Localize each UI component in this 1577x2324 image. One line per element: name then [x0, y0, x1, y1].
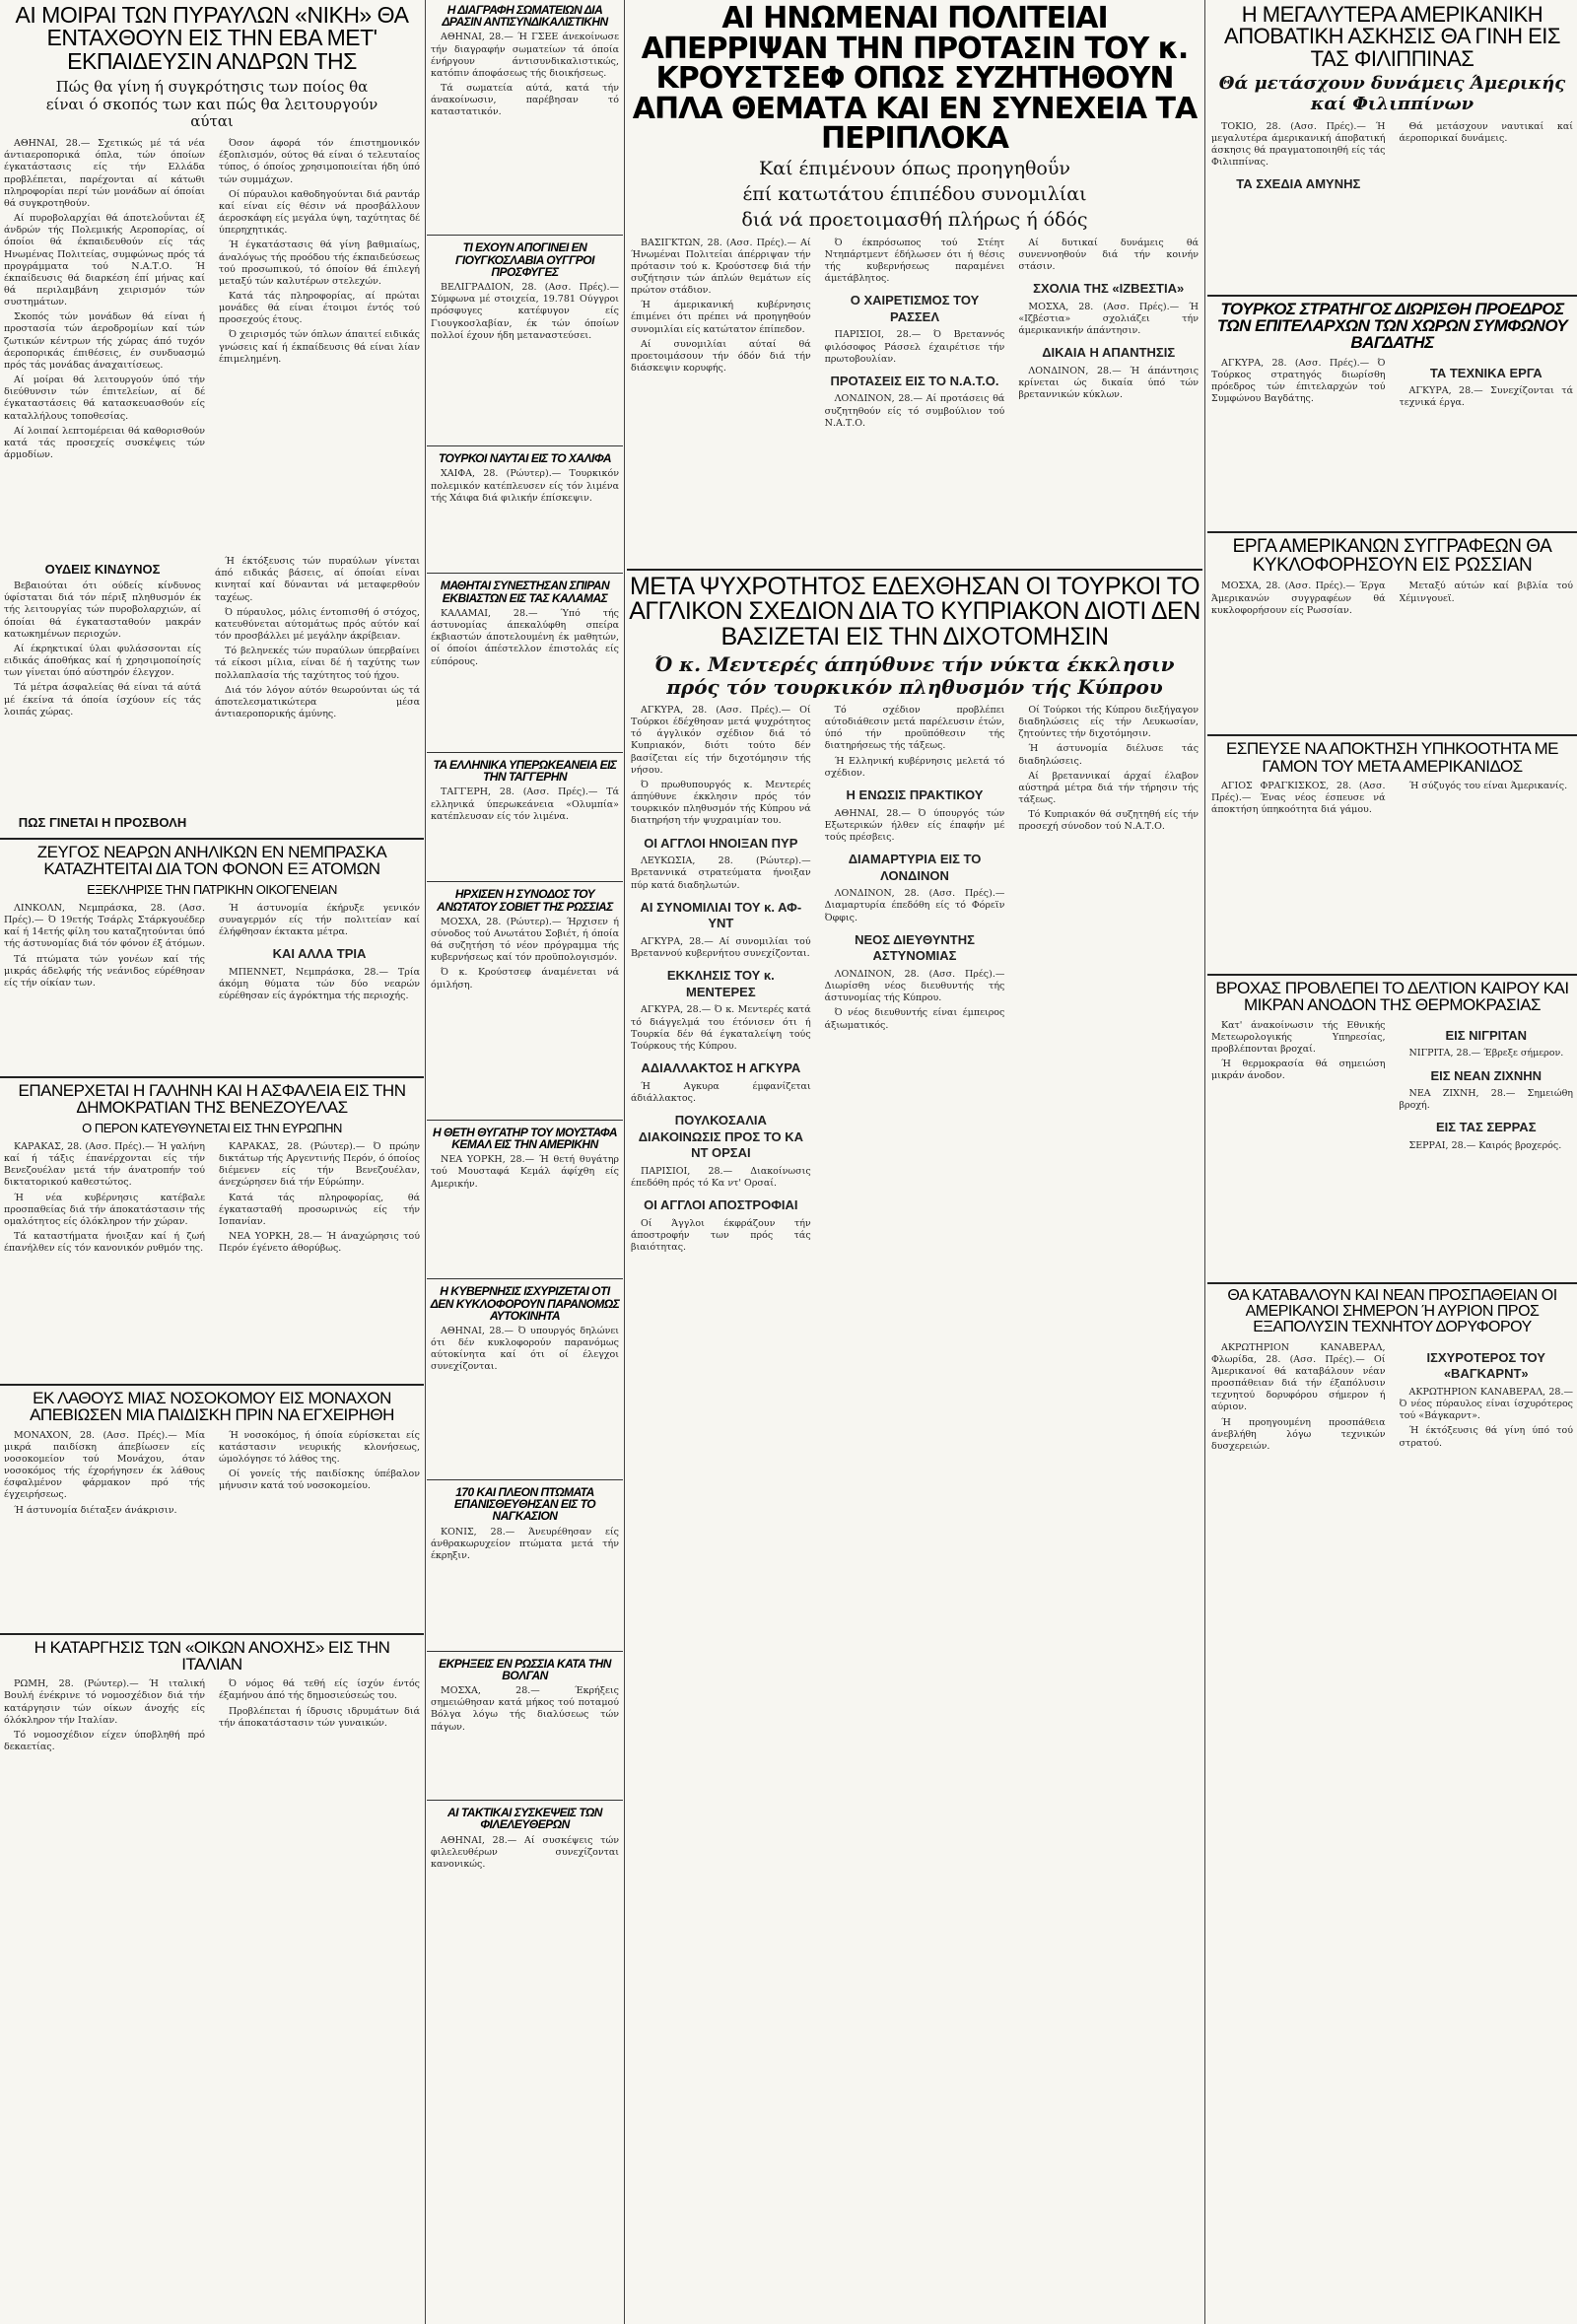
- article-text: Ό έκπρόσωπος τού Στέητ Ντηπάρτμεντ έδήλωσεν ότι ή θέσις τής κυβερνήσεως παραμένει άμετάβλητος. Ο ΧΑΙΡΕΤΙΣΜΟΣ ΤΟΥ ΡΑΣΣΕΛ ΠΑΡΙΣΙΟΙ, 28.— Ό Βρεταννός φιλόσοφος Ράσσελ έχαιρέτισε τήν πρωτοβουλίαν. ΠΡΟΤΑΣΕΙΣ ΕΙΣ ΤΟ Ν.Α.Τ.Ο. ΛΟΝΔΙΝΟΝ, 28.— Αί προτάσεις θά συζητηθούν είς τό συμβούλιον τού Ν.Α.Τ.Ο.: [824, 237, 1005, 429]
- divider: [427, 881, 623, 882]
- article-american-writers: [1207, 537, 1577, 737]
- article-philippines: [1207, 4, 1577, 297]
- headline: ΕΚ ΛΑΘΟΥΣ ΜΙΑΣ ΝΟΣΟΚΟΜΟΥ ΕΙΣ ΜΟΝΑΧΟΝ ΑΠΕΒΙΩΣΕΝ ΜΙΑ ΠΑΙΔΙΣΚΗ ΠΡΙΝ ΝΑ ΕΓΧΕΙΡΗΘΗ: [30, 1388, 394, 1425]
- subheading: ΔΙΚΑΙΑ Η ΑΠΑΝΤΗΣΙΣ: [1042, 345, 1176, 361]
- article-text: ΚΑΛΑΜΑΙ, 28.— Ύπό τής άστυνομίας άπεκαλύφθη σπείρα έκβιαστών άποτελουμένη έκ μαθητών, οί όποίοι άπέστελλον έπιστολάς είς εύπόρους.: [431, 607, 619, 667]
- subheading: ΑΔΙΑΛΛΑΚΤΟΣ Η ΑΓΚΥΡΑ: [641, 1060, 801, 1076]
- article-text: ΜΟΣΧΑ, 28. (Ασσ. Πρές).— Έργα Άμερικανών συγγραφέων θά κυκλοφορήσουν είς Ρωσσίαν.: [1211, 581, 1386, 616]
- divider: [427, 573, 623, 574]
- article-krouschev: [627, 1, 1202, 571]
- article-venezuela: [0, 1082, 424, 1386]
- article-nike-missiles: [0, 4, 424, 840]
- headline: 170 ΚΑΙ ΠΛΕΟΝ ΠΤΩΜΑΤΑ ΕΠΑΝΙΣΘΕΥΘΗΣΑΝ ΕΙΣ ΤΟ ΝΑΓΚΑΣΙΟΝ: [453, 1484, 596, 1524]
- article-text: ΜΟΝΑΧΟΝ, 28. (Ασσ. Πρές).— Μία μικρά παιδίσκη άπεβίωσεν είς νοσοκομείον τού Μονάχου, όταν νοσοκόμος τής έχορήγησεν έκ λάθους έσφαλμένον φάρμακον πρό τής έγχειρήσεως. Ή άστυνομία διέταξεν άνάκρισιν.: [4, 1429, 205, 1516]
- subheading: ΝΕΟΣ ΔΙΕΥΘΥΝΤΗΣ ΑΣΤΥΝΟΜΙΑΣ: [855, 931, 975, 964]
- deck: Πώς θα γίνη ή συγκρότησις των ποίος θα είναι ό σκοπός των και πώς θα λειτουργούν αύται: [45, 78, 378, 130]
- article-text: Τό σχέδιον προβλέπει αύτοδιάθεσιν μετά παρέλευσιν έτών, ύπό τήν προϋπόθεσιν τής διατηρήσεως τής τάξεως. Ή Ελληνική κυβέρνησις μελετά τό σχέδιον. Η ΕΝΩΣΙΣ ΠΡΑΚΤΙΚΟΥ ΑΘΗΝΑΙ, 28.— Ό ύπουργός τών Εξωτερικών ήλθεν είς έπαφήν μέ τούς πρέσβεις. ΔΙΑΜΑΡΤΥΡΙΑ ΕΙΣ ΤΟ ΛΟΝΔΙΝΟΝ ΛΟΝΔΙΝΟΝ, 28. (Ασσ. Πρές).— Διαμαρτυρία έπεδόθη είς τό Φόρεϊν Όφφις. ΝΕΟΣ ΔΙΕΥΘΥΝΤΗΣ ΑΣΤΥΝΟΜΙΑΣ ΛΟΝΔΙΝΟΝ, 28. (Ασσ. Πρές).— Διωρίσθη νέος διευθυντής τής άστυνομίας τής Κύπρου. Ό νέος διευθυντής είναι έμπειρος άξιωματικός.: [824, 705, 1005, 1031]
- article-text: ΑΚΡΩΤΗΡΙΟΝ ΚΑΝΑΒΕΡΑΛ, Φλωρίδα, 28. (Ασσ. Πρές).— Οί Άμερικανοί θά καταβάλουν νέαν προσπάθειαν διά τήν έξαπόλυσιν τεχνητού δορυφόρου σήμερον ή αύριον. Ή προηγουμένη προσπάθεια άνεβλήθη λόγω τεχνικών δυσχερειών.: [1211, 1341, 1386, 1452]
- article-italy: [0, 1639, 424, 1879]
- subheading: ΙΣΧΥΡΟΤΕΡΟΣ ΤΟΥ «ΒΑΓΚΑΡΝΤ»: [1426, 1349, 1545, 1382]
- divider: [427, 1800, 623, 1801]
- subheading: ΚΑΙ ΑΛΛΑ ΤΡΙΑ: [272, 946, 367, 962]
- article-text: ΑΓΚΥΡΑ, 28. (Ασσ. Πρές).— Ό Τούρκος στρατηγός διωρίσθη πρόεδρος τών έπιτελαρχών τού Συμφώνου Βαγδάτης.: [1211, 357, 1386, 405]
- deck: Καί έπιμένουν όπως προηγηθοΰν: [759, 157, 1070, 179]
- headline: ΑΙ ΤΑΚΤΙΚΑΙ ΣΥΣΚΕΨΕΙΣ ΤΩΝ ΦΙΛΕΛΕΥΘΕΡΩΝ: [447, 1806, 602, 1832]
- article-text: ΑΘΗΝΑΙ, 28.— Ή ΓΣΕΕ άνεκοίνωσε τήν διαγραφήν σωματείων τά όποία ένήργουν άντισυνδικαλιστικώς, κατόπιν άποφάσεως τής διοικήσεως. Τά σωματεία αύτά, κατά τήν άνακοίνωσιν, παρέβησαν τό καταστατικόν.: [431, 32, 619, 118]
- deck: διά νά προετοιμασθή πλήρως ή όδός: [741, 208, 1088, 231]
- subheading: ΕΚΚΛΗΣΙΣ ΤΟΥ κ. ΜΕΝΤΕΡΕΣ: [666, 968, 775, 999]
- headline: ΤΟΥΡΚΟΙ ΝΑΥΤΑΙ ΕΙΣ ΤΟ ΧΑΛΙΦΑ: [438, 451, 612, 466]
- article-text: Κατ' άνακοίνωσιν τής Εθνικής Μετεωρολογικής Υπηρεσίας, προβλέπονται βροχαί. Ή θερμοκρασία θά σημειώση μικράν άνοδον.: [1211, 1019, 1386, 1082]
- headline: Η ΚΑΤΑΡΓΗΣΙΣ ΤΩΝ «ΟΙΚΩΝ ΑΝΟΧΗΣ» ΕΙΣ ΤΗΝ ΙΤΑΛΙΑΝ: [34, 1637, 390, 1674]
- headline: ΕΚΡΗΞΕΙΣ ΕΝ ΡΩΣΣΙΑ ΚΑΤΑ ΤΗΝ ΒΟΛΓΑΝ: [439, 1656, 611, 1682]
- divider: [427, 1120, 623, 1121]
- article-text: ΒΑΣΙΓΚΤΩΝ, 28. (Ασσ. Πρές).— Αί Ήνωμέναι Πολιτείαι άπέρριψαν τήν πρότασιν τού κ. Κρούστσεφ διά τήν συζήτησιν τών άπλών θεμάτων είς πρώτον στάδιον. Ή άμερικανική κυβέρνησις έπιμένει ότι πρέπει νά προηγηθούν συνομιλίαι είς κατώτατον έπίπεδον. Αί συνομιλίαι αύταί θά προετοιμάσουν τήν όδόν διά τήν διάσκεψιν κορυφής.: [631, 237, 811, 375]
- article-text: ΑΘΗΝΑΙ, 28.— Ό υπουργός δηλώνει ότι δέν κυκλοφορούν παρανόμως αύτοκίνητα καί ότι οί έλεγχοι συνεχίζονται.: [431, 1325, 619, 1373]
- divider: [427, 1278, 623, 1279]
- article-text: ΙΣΧΥΡΟΤΕΡΟΣ ΤΟΥ «ΒΑΓΚΑΡΝΤ» ΑΚΡΩΤΗΡΙΟΝ ΚΑΝΑΒΕΡΑΛ, 28.— Ό νέος πύραυλος είναι ίσχυρότερος τού «Βάγκαρντ». Ή έκτόξευσις θά γίνη ύπό τού στρατού.: [1399, 1349, 1573, 1449]
- headline: ΒΡΟΧΑΣ ΠΡΟΒΛΕΠΕΙ ΤΟ ΔΕΛΤΙΟΝ ΚΑΙΡΟΥ ΚΑΙ ΜΙΚΡΑΝ ΑΝΟΔΟΝ ΤΗΣ ΘΕΡΜΟΚΡΑΣΙΑΣ: [1215, 979, 1569, 1015]
- subheading: ΠΡΟΤΑΣΕΙΣ ΕΙΣ ΤΟ Ν.Α.Τ.Ο.: [830, 373, 999, 388]
- subheading: ΟΙ ΑΓΓΛΟΙ ΗΝΟΙΞΑΝ ΠΥΡ: [644, 835, 798, 851]
- article-text: ΤΟΚΙΟ, 28. (Ασσ. Πρές).— Ή μεγαλυτέρα άμερικανική άποβατική άσκησις θά πραγματοποιηθή είς τάς Φιλιππίνας. ΤΑ ΣΧΕΔΙΑ ΑΜΥΝΗΣ: [1211, 120, 1386, 192]
- headline: ΤΑ ΕΛΛΗΝΙΚΑ ΥΠΕΡΩΚΕΑΝΕΙΑ ΕΙΣ ΤΗΝ ΤΑΓΓΕΡΗΝ: [433, 757, 617, 785]
- headline: ΕΡΓΑ ΑΜΕΡΙΚΑΝΩΝ ΣΥΓΓΡΑΦΕΩΝ ΘΑ ΚΥΚΛΟΦΟΡΗΣΟΥΝ ΕΙΣ ΡΩΣΣΙΑΝ: [1232, 535, 1552, 577]
- article-text: Θά μετάσχουν ναυτικαί καί άεροπορικαί δυνάμεις.: [1399, 120, 1573, 144]
- article-text: Αί δυτικαί δυνάμεις θά συνεννοηθούν διά τήν κοινήν στάσιν. ΣΧΟΛΙΑ ΤΗΣ «ΙΖΒΕΣΤΙΑ» ΜΟΣΧΑ, 28. (Ασσ. Πρές).— Ή «Ιζβέστια» σχολιάζει τήν άμερικανικήν άπάντησιν. ΔΙΚΑΙΑ Η ΑΠΑΝΤΗΣΙΣ ΛΟΝΔΙΝΟΝ, 28.— Ή άπάντησις κρίνεται ώς δικαία ύπό τών βρεταννικών κύκλων.: [1018, 237, 1200, 400]
- deck: έπί κατωτάτου έπιπέδου συνομιλίαι: [742, 182, 1087, 205]
- article-text: Βεβαιούται ότι ούδείς κίνδυνος ύφίσταται διά τόν πέριξ πληθυσμόν έκ τής λειτουργίας τών πυροβολαρχιών, αί όποίαι θά έγκατασταθούν μακράν κατωκημένων περιοχών. Αί έκρηκτικαί ύλαι φυλάσσονται είς ειδικάς άποθήκας καί ή χρησιμοποίησίς των γίνεται ύπό αύστηρόν έλεγχον. Τά μέτρα άσφαλείας θά είναι τά αύτά μέ έκείνα τά όποία ίσχύουν είς τάς λοιπάς χώρας.: [4, 581, 201, 718]
- article-text: ΚΑΡΑΚΑΣ, 28. (Ρώυτερ).— Ό πρώην δικτάτωρ τής Αργεντινής Περόν, ό όποίος διέμενεν είς τήν Βενεζουέλαν, άνεχώρησεν διά τήν Εύρώπην. Κατά τάς πληροφορίας, θά έγκατασταθή προσωρινώς είς τήν Ισπανίαν. ΝΕΑ ΥΟΡΚΗ, 28.— Ή άναχώρησις τού Περόν έγένετο άθορύβως.: [219, 1140, 420, 1255]
- deck: Ο ΠΕΡΟΝ ΚΑΤΕΥΘΥΝΕΤΑΙ ΕΙΣ ΤΗΝ ΕΥΡΩΠΗΝ: [82, 1120, 342, 1135]
- divider: [427, 1651, 623, 1652]
- headline: ΕΣΠΕΥΣΕ ΝΑ ΑΠΟΚΤΗΣΗ ΥΠΗΚΟΟΤΗΤΑ ΜΕ ΓΑΜΟΝ ΤΟΥ ΜΕΤΑ ΑΜΕΡΙΚΑΝΙΔΟΣ: [1226, 739, 1558, 776]
- subheading: ΕΙΣ ΝΙΓΡΙΤΑΝ: [1445, 1027, 1528, 1043]
- article-text: ΑΓΚΥΡΑ, 28. (Ασσ. Πρές).— Οί Τούρκοι έδέχθησαν μετά ψυχρότητος τό άγγλικόν σχέδιον διά τό Κυπριακόν, διότι τούτο δέν βασίζεται είς τήν διχοτόμησιν τής νήσου. Ό πρωθυπουργός κ. Μεντερές άπηύθυνε έκκλησιν πρός τόν τουρκικόν πληθυσμόν τής Κύπρου νά διατηρήση τήν ψυχραιμίαν του. ΟΙ ΑΓΓΛΟΙ ΗΝΟΙΞΑΝ ΠΥΡ ΛΕΥΚΩΣΙΑ, 28. (Ρώυτερ).— Βρεταννικά στρατεύματα ήνοιξαν πύρ κατά διαδηλωτών. ΑΙ ΣΥΝΟΜΙΛΙΑΙ ΤΟΥ κ. ΑΦ-ΥΝΤ ΑΓΚΥΡΑ, 28.— Αί συνομιλίαι τού Βρεταννού κυβερνήτου συνεχίζονται. ΕΚΚΛΗΣΙΣ ΤΟΥ κ. ΜΕΝΤΕΡΕΣ ΑΓΚΥΡΑ, 28.— Ό κ. Μεντερές κατά τό διάγγελμά του έτόνισεν ότι ή Τουρκία δέν θά έγκαταλείψη τούς Τούρκους τής Κύπρου. ΑΔΙΑΛΛΑΚΤΟΣ Η ΑΓΚΥΡΑ Ή Αγκυρα έμφανίζεται άδιάλλακτος. ΠΟΥΛΚΟΣΑΛΙΑ ΔΙΑΚΟΙΝΩΣΙΣ ΠΡΟΣ ΤΟ ΚΑ ΝΤ ΟΡΣΑΙ ΠΑΡΙΣΙΟΙ, 28.— Διακοίνωσις έπεδόθη πρός τό Κα ντ' Ορσαί. ΟΙ ΑΓΓΛΟΙ ΑΠΟΣΤΡΟΦΙΑΙ Οί Άγγλοι έκφράζουν τήν άποστροφήν των πρός τάς βιαιότητας.: [631, 705, 811, 1254]
- main-headline: ΑΙ ΗΝΩΜΕΝΑΙ ΠΟΛΙΤΕΙΑΙ ΑΠΕΡΡΙΨΑΝ ΤΗΝ ΠΡΟΤΑΣΙΝ ΤΟΥ κ. ΚΡΟΥΣΤΣΕΦ ΟΠΩΣ ΣΥΖΗΤΗΘΟΥΝ ΑΠΛΑ ΘΕΜΑΤΑ ΚΑΙ ΕΝ ΣΥΝΕΧΕΙΑ ΤΑ ΠΕΡΙΠΛΟΚΑ: [632, 1, 1198, 157]
- divider: [427, 445, 623, 446]
- center-column: [627, 0, 1202, 2324]
- article-text: Ή νοσοκόμος, ή όποία εύρίσκεται είς κατάστασιν νευρικής κλονήσεως, ώμολόγησε τό λάθος της. Οί γονείς τής παιδίσκης ύπέβαλον μήνυσιν κατά τού νοσοκομείου.: [219, 1429, 420, 1492]
- headline: ΕΠΑΝΕΡΧΕΤΑΙ Η ΓΑΛΗΝΗ ΚΑΙ Η ΑΣΦΑΛΕΙΑ ΕΙΣ ΤΗΝ ΔΗΜΟΚΡΑΤΙΑΝ ΤΗΣ ΒΕΝΕΖΟΥΕΛΑΣ: [18, 1081, 406, 1118]
- subheading: ΠΟΥΛΚΟΣΑΛΙΑ ΔΙΑΚΟΙΝΩΣΙΣ ΠΡΟΣ ΤΟ ΚΑ ΝΤ ΟΡΣΑΙ: [638, 1113, 803, 1161]
- column-rule: [1204, 0, 1205, 2324]
- article-text: ΤΑΓΓΕΡΗ, 28. (Ασσ. Πρές).— Τά ελληνικά ύπερωκεάνεια «Ολυμπία» κατέπλευσαν είς τόν λιμένα.: [431, 786, 619, 822]
- article-text: ΑΓΙΟΣ ΦΡΑΓΚΙΣΚΟΣ, 28. (Ασσ. Πρές).— Ένας νέος έσπευσε νά άποκτήση ύπηκοότητα διά γάμου.: [1211, 781, 1386, 816]
- right-column: [1207, 0, 1577, 2324]
- article-text: ΑΘΗΝΑΙ, 28.— Αί συσκέψεις τών φιλελευθέρων συνεχίζονται κανονικώς.: [431, 1834, 619, 1870]
- article-text: ΑΘΗΝΑΙ, 28.— Σχετικώς μέ τά νέα άντιαεροπορικά όπλα, τών όποίων έγκατάστασις είς τήν Ελλάδα προβλέπεται, παρέχονται αί κάτωθι πληροφορίαι περί τών μονάδων αί όποίαι θά συγκροτηθούν. Αί πυροβολαρχίαι θά άποτελοΰνται έξ άνδρών τής Πολεμικής Αεροπορίας, οί όποίοι θά έκπαιδευθούν είς τάς Ηνωμένας Πολιτείας, συμφώνως πρός τά προγράμματα τού Ν.Α.Τ.Ο. Ή έκπαίδευσις θά διαρκέση έπί μήνας καί θά περιλαμβάνη χειρισμόν τών συστημάτων. Σκοπός τών μονάδων θά είναι ή προστασία τών άεροδρομίων καί τών ζωτικών κέντρων τής χώρας άπό τυχόν άεροπορικάς έπιθέσεις, έν συνδυασμώ πρός τάς μονάδας άναχαιτίσεως. Αί μοίραι θά λειτουργούν ύπό τήν διεύθυνσιν τών έπιτελείων, αί δέ έγκαταστάσεις θά κατασκευασθούν είς καταλλήλους τοποθεσίας. Αί λοιπαί λεπτομέρειαι θά καθορισθούν κατά τάς προσεχείς συσκέψεις τών άρμοδίων.: [4, 138, 205, 461]
- second-column: [427, 0, 623, 2324]
- subheading: ΕΙΣ ΤΑΣ ΣΕΡΡΑΣ: [1435, 1120, 1537, 1135]
- subheading: ΠΩΣ ΓΙΝΕΤΑΙ Η ΠΡΟΣΒΟΛΗ: [18, 815, 187, 831]
- headline: ΗΡΧΙΣΕΝ Η ΣΥΝΟΔΟΣ ΤΟΥ ΑΝΩΤΑΤΟΥ ΣΟΒΙΕΤ ΤΗΣ ΡΩΣΣΙΑΣ: [437, 887, 613, 914]
- article-text: Ό νόμος θά τεθή είς ίσχύν έντός έξαμήνου άπό τής δημοσιεύσεώς του. Προβλέπεται ή ίδρυσις ιδρυμάτων διά τήν άποκατάστασιν τών γυναικών.: [219, 1678, 420, 1729]
- deck: Θά μετάσχουν δυνάμεις Άμερικής καί Φιλιππίνων: [1218, 73, 1566, 114]
- subheading: ΑΙ ΣΥΝΟΜΙΛΙΑΙ ΤΟΥ κ. ΑΦ-ΥΝΤ: [640, 899, 802, 931]
- article-text: ΜΟΣΧΑ, 28.— Έκρήξεις σημειώθησαν κατά μήκος τού ποταμού Βόλγα λόγω τής διαλύσεως τών πάγων.: [431, 1685, 619, 1733]
- article-citizenship: [1207, 740, 1577, 976]
- article-nurse-error: [0, 1390, 424, 1635]
- subheading: ΣΧΟΛΙΑ ΤΗΣ «ΙΖΒΕΣΤΙΑ»: [1033, 280, 1185, 296]
- subheading: ΟΙ ΑΓΓΛΟΙ ΑΠΟΣΤΡΟΦΙΑΙ: [644, 1197, 798, 1213]
- headline: ΤΟΥΡΚΟΣ ΣΤΡΑΤΗΓΟΣ ΔΙΩΡΙΣΘΗ ΠΡΟΕΔΡΟΣ ΤΩΝ ΕΠΙΤΕΛΑΡΧΩΝ ΤΩΝ ΧΩΡΩΝ ΣΥΜΦΩΝΟΥ ΒΑΓΔΑΤΗΣ: [1216, 299, 1568, 353]
- article-text: Ή έκτόξευσις τών πυραύλων γίνεται άπό ειδικάς βάσεις, αί όποίαι είναι κινηταί καί δύνανται νά μεταφερθούν ταχέως. Ό πύραυλος, μόλις έντοπισθή ό στόχος, κατευθύνεται αύτομάτως πρός αύτόν καί τόν προσβάλλει μέ μεγάλην άκρίβειαν. Τό βεληνεκές τών πυραύλων ύπερβαίνει τά είκοσι μίλια, είναι δέ ή ταχύτης των πολλαπλασία τής ταχύτητος τού ήχου. Διά τόν λόγον αύτόν θεωρούνται ώς τά άποτελεσματικώτερα μέσα άντιαεροπορικής άμύνης.: [215, 556, 420, 719]
- article-text: ΧΑΙΦΑ, 28. (Ρώυτερ).— Τουρκικόν πολεμικόν κατέπλευσεν είς τόν λιμένα τής Χάιφα διά φιλικήν έπίσκεψιν.: [431, 468, 619, 504]
- article-text: Ή άστυνομία έκήρυξε γενικόν συναγερμόν είς τήν πολιτείαν καί έλήφθησαν έκτακτα μέτρα. ΚΑΙ ΑΛΛΑ ΤΡΙΑ ΜΠΕΝΝΕΤ, Νεμπράσκα, 28.— Τρία άκόμη θύματα τών δύο νεαρών εύρέθησαν είς άγρόκτημα τής περιοχής.: [219, 903, 420, 1002]
- article-cyprus: [627, 572, 1202, 1841]
- article-text: ΕΙΣ ΝΙΓΡΙΤΑΝ ΝΙΓΡΙΤΑ, 28.— Έβρεξε σήμερον. ΕΙΣ ΝΕΑΝ ΖΙΧΝΗΝ ΝΕΑ ΖΙΧΝΗ, 28.— Σημειώθη βροχή. ΕΙΣ ΤΑΣ ΣΕΡΡΑΣ ΣΕΡΡΑΙ, 28.— Καιρός βροχερός.: [1399, 1027, 1573, 1152]
- headline: Η ΔΙΑΓΡΑΦΗ ΣΩΜΑΤΕΙΩΝ ΔΙΑ ΔΡΑΣΙΝ ΑΝΤΙΣΥΝΔΙΚΑΛΙΣΤΙΚΗΝ: [442, 3, 608, 30]
- subheading: Η ΕΝΩΣΙΣ ΠΡΑΚΤΙΚΟΥ: [846, 786, 984, 802]
- article-text: Ή σύζυγός του είναι Άμερικανίς.: [1408, 781, 1568, 792]
- headline: ΤΙ ΕΧΟΥΝ ΑΠΟΓΙΝΕΙ ΕΝ ΓΙΟΥΓΚΟΣΛΑΒΙΑ ΟΥΓΓΡΟΙ ΠΡΟΣΦΥΓΕΣ: [455, 240, 594, 279]
- article-text: ΤΑ ΤΕΧΝΙΚΑ ΕΡΓΑ ΑΓΚΥΡΑ, 28.— Συνεχίζονται τά τεχνικά έργα.: [1399, 365, 1573, 409]
- article-baghdad-pact: [1207, 301, 1577, 533]
- left-column: [0, 0, 424, 2324]
- article-satellite: [1207, 1288, 1577, 1877]
- article-text: ΡΩΜΗ, 28. (Ρώυτερ).— Ή ιταλική Βουλή ένέκρινε τό νομοσχέδιον διά τήν κατάργησιν τών οίκων άνοχής είς όλόκληρον τήν Ιταλίαν. Τό νομοσχέδιον είχεν ύποβληθή πρό δεκαετίας.: [4, 1678, 205, 1753]
- divider: [427, 752, 623, 753]
- headline: Η ΚΥΒΕΡΝΗΣΙΣ ΙΣΧΥΡΙΖΕΤΑΙ ΟΤΙ ΔΕΝ ΚΥΚΛΟΦΟΡΟΥΝ ΠΑΡΑΝΟΜΩΣ ΑΥΤΟΚΙΝΗΤΑ: [430, 1284, 620, 1323]
- headline: Η ΘΕΤΗ ΘΥΓΑΤΗΡ ΤΟΥ ΜΟΥΣΤΑΦΑ ΚΕΜΑΛ ΕΙΣ ΤΗΝ ΑΜΕΡΙΚΗΝ: [432, 1125, 618, 1152]
- article-text: Μεταξύ αύτών καί βιβλία τού Χέμινγουεϊ.: [1399, 581, 1573, 604]
- divider: [427, 235, 623, 236]
- headline: Η ΜΕΓΑΛΥΤΕΡΑ ΑΜΕΡΙΚΑΝΙΚΗ ΑΠΟΒΑΤΙΚΗ ΑΣΚΗΣΙΣ ΘΑ ΓΙΝΗ ΕΙΣ ΤΑΣ ΦΙΛΙΠΠΙΝΑΣ: [1224, 2, 1560, 71]
- deck: Ό κ. Μεντερές άπηύθυνε τήν νύκτα έκκλησιν πρός τόν τουρκικόν πληθυσμόν τής Κύπρου: [654, 652, 1175, 699]
- subheading: ΤΑ ΣΧΕΔΙΑ ΑΜΥΝΗΣ: [1236, 176, 1361, 192]
- divider: [427, 1479, 623, 1480]
- column-rule: [425, 0, 426, 2324]
- subheading: ΕΙΣ ΝΕΑΝ ΖΙΧΝΗΝ: [1430, 1067, 1543, 1083]
- subheading: ΤΑ ΤΕΧΝΙΚΑ ΕΡΓΑ: [1429, 365, 1543, 380]
- headline: ΘΑ ΚΑΤΑΒΑΛΟΥΝ ΚΑΙ ΝΕΑΝ ΠΡΟΣΠΑΘΕΙΑΝ ΟΙ ΑΜΕΡΙΚΑΝΟΙ ΣΗΜΕΡΟΝ Ή ΑΥΡΙΟΝ ΠΡΟΣ ΕΞΑΠΟΛΥΣΙΝ ΤΕΧΝΗΤΟΥ ΔΟΡΥΦΟΡΟΥ: [1227, 1286, 1557, 1336]
- deck: ΕΞΕΚΛΗΡΙΣΕ ΤΗΝ ΠΑΤΡΙΚΗΝ ΟΙΚΟΓΕΝΕΙΑΝ: [87, 881, 337, 897]
- column-rule: [624, 0, 625, 2324]
- article-text: ΛΙΝΚΟΛΝ, Νεμπράσκα, 28. (Ασσ. Πρές).— Ό 19ετής Τσάρλς Στάρκγουέδερ καί ή 14ετής φίλη του καταζητούνται ύπό τής άστυνομίας διά τόν φόνον έξ άτόμων. Τά πτώματα τών γονέων καί τής μικράς άδελφής τής νεάνιδος εύρέθησαν είς τήν οίκίαν των.: [4, 903, 205, 989]
- headline: ΑΙ ΜΟΙΡΑΙ ΤΩΝ ΠΥΡΑΥΛΩΝ «ΝΙΚΗ» ΘΑ ΕΝΤΑΧΘΟΥΝ ΕΙΣ ΤΗΝ ΕΒΑ ΜΕΤ' ΕΚΠΑΙΔΕΥΣΙΝ ΑΝΔΡΩΝ ΤΗΣ: [15, 2, 409, 74]
- article-nebraska: [0, 844, 424, 1078]
- article-text: ΝΕΑ ΥΟΡΚΗ, 28.— Ή θετή θυγάτηρ τού Μουσταφά Κεμάλ άφίχθη είς Αμερικήν.: [431, 1154, 619, 1190]
- article-text: ΜΟΣΧΑ, 28. (Ρώυτερ).— Ήρχισεν ή σύνοδος τού Ανωτάτου Σοβιέτ, ή όποία θά συζητήση τό νέον πρόγραμμα τής κυβερνήσεως καί τόν προϋπολογισμόν. Ό κ. Κρούστσεφ άναμένεται νά όμιλήση.: [431, 916, 619, 991]
- subheading: ΟΥΔΕΙΣ ΚΙΝΔΥΝΟΣ: [44, 562, 161, 578]
- subheading: ΔΙΑΜΑΡΤΥΡΙΑ ΕΙΣ ΤΟ ΛΟΝΔΙΝΟΝ: [848, 852, 982, 883]
- article-text: ΒΕΛΙΓΡΑΔΙΟΝ, 28. (Ασσ. Πρές).— Σύμφωνα μέ στοιχεία, 19.781 Ούγγροι πρόσφυγες κατέφυγον είς Γιουγκοσλαβίαν, έκ τών όποίων πολλοί έχουν ήδη μεταναστεύσει.: [431, 282, 619, 341]
- headline: ΜΑΘΗΤΑΙ ΣΥΝΕΣΤΗΣΑΝ ΣΠΙΡΑΝ ΕΚΒΙΑΣΤΩΝ ΕΙΣ ΤΑΣ ΚΑΛΑΜΑΣ: [440, 579, 610, 605]
- article-text: Όσον άφορά τόν έπιστημονικόν έξοπλισμόν, ούτος θά είναι ό τελευταίος τύπος, ό όποίος χρησιμοποιείται ήδη ύπό τών συμμάχων. Οί πύραυλοι καθοδηγούνται διά ραντάρ καί είναι είς θέσιν νά προσβάλλουν άεροσκάφη είς μεγάλα ύψη, ταχύτητας δέ ύπερηχητικάς. Ή έγκατάστασις θά γίνη βαθμιαίως, άναλόγως τής προόδου τής έκπαιδεύσεως τού προσωπικού, τό όποίον θά έπιλεγή μεταξύ τών καλυτέρων στελεχών. Κατά τάς πληροφορίας, αί πρώται μονάδες θά είναι έτοιμοι έντός τού προσεχούς έτους. Ό χειρισμός τών όπλων άπαιτεί ειδικάς γνώσεις καί ή έκπαίδευσις θά είναι λίαν έπιμελημένη.: [219, 138, 420, 365]
- article-text: ΚΑΡΑΚΑΣ, 28. (Ασσ. Πρές).— Ή γαλήνη καί ή τάξις έπανέρχονται είς τήν Βενεζουέλαν μετά τήν άνατροπήν τού δικτατορικού καθεστώτος. Ή νέα κυβέρνησις κατέβαλε προσπαθείας διά τήν άποκατάστασιν τής ομαλότητος είς όλόκληρον τήν χώραν. Τά καταστήματα ήνοιξαν καί ή ζωή έπανήλθεν είς τόν κανονικόν ρυθμόν της.: [4, 1140, 205, 1255]
- article-weather: [1207, 980, 1577, 1284]
- headline: ΖΕΥΓΟΣ ΝΕΑΡΩΝ ΑΝΗΛΙΚΩΝ ΕΝ ΝΕΜΠΡΑΣΚΑ ΚΑΤΑΖΗΤΕΙΤΑΙ ΔΙΑ ΤΟΝ ΦΟΝΟΝ ΕΞ ΑΤΟΜΩΝ: [36, 843, 387, 879]
- article-text: Οί Τούρκοι τής Κύπρου διεξήγαγον διαδηλώσεις είς τήν Λευκωσίαν, ζητούντες τήν διχοτόμησιν. Ή άστυνομία διέλυσε τάς διαδηλώσεις. Αί βρεταννικαί άρχαί έλαβον αύστηρά μέτρα διά τήν τήρησιν τής τάξεως. Τό Κυπριακόν θά συζητηθή είς τήν προσεχή σύνοδον τού Ν.Α.Τ.Ο.: [1018, 705, 1200, 833]
- article-text: ΚΟΝΙΣ, 28.— Άνευρέθησαν είς άνθρακωρυχείον πτώματα μετά τήν έκρηξιν.: [431, 1526, 619, 1561]
- subheading: Ο ΧΑΙΡΕΤΙΣΜΟΣ ΤΟΥ ΡΑΣΣΕΛ: [850, 293, 980, 324]
- headline: ΜΕΤΑ ΨΥΧΡΟΤΗΤΟΣ ΕΔΕΧΘΗΣΑΝ ΟΙ ΤΟΥΡΚΟΙ ΤΟ ΑΓΓΛΙΚΟΝ ΣΧΕΔΙΟΝ ΔΙΑ ΤΟ ΚΥΠΡΙΑΚΟΝ ΔΙΟΤΙ ΔΕΝ ΒΑΣΙΖΕΤΑΙ ΕΙΣ ΤΗΝ ΔΙΧΟΤΟΜΗΣΙΝ: [629, 572, 1200, 650]
